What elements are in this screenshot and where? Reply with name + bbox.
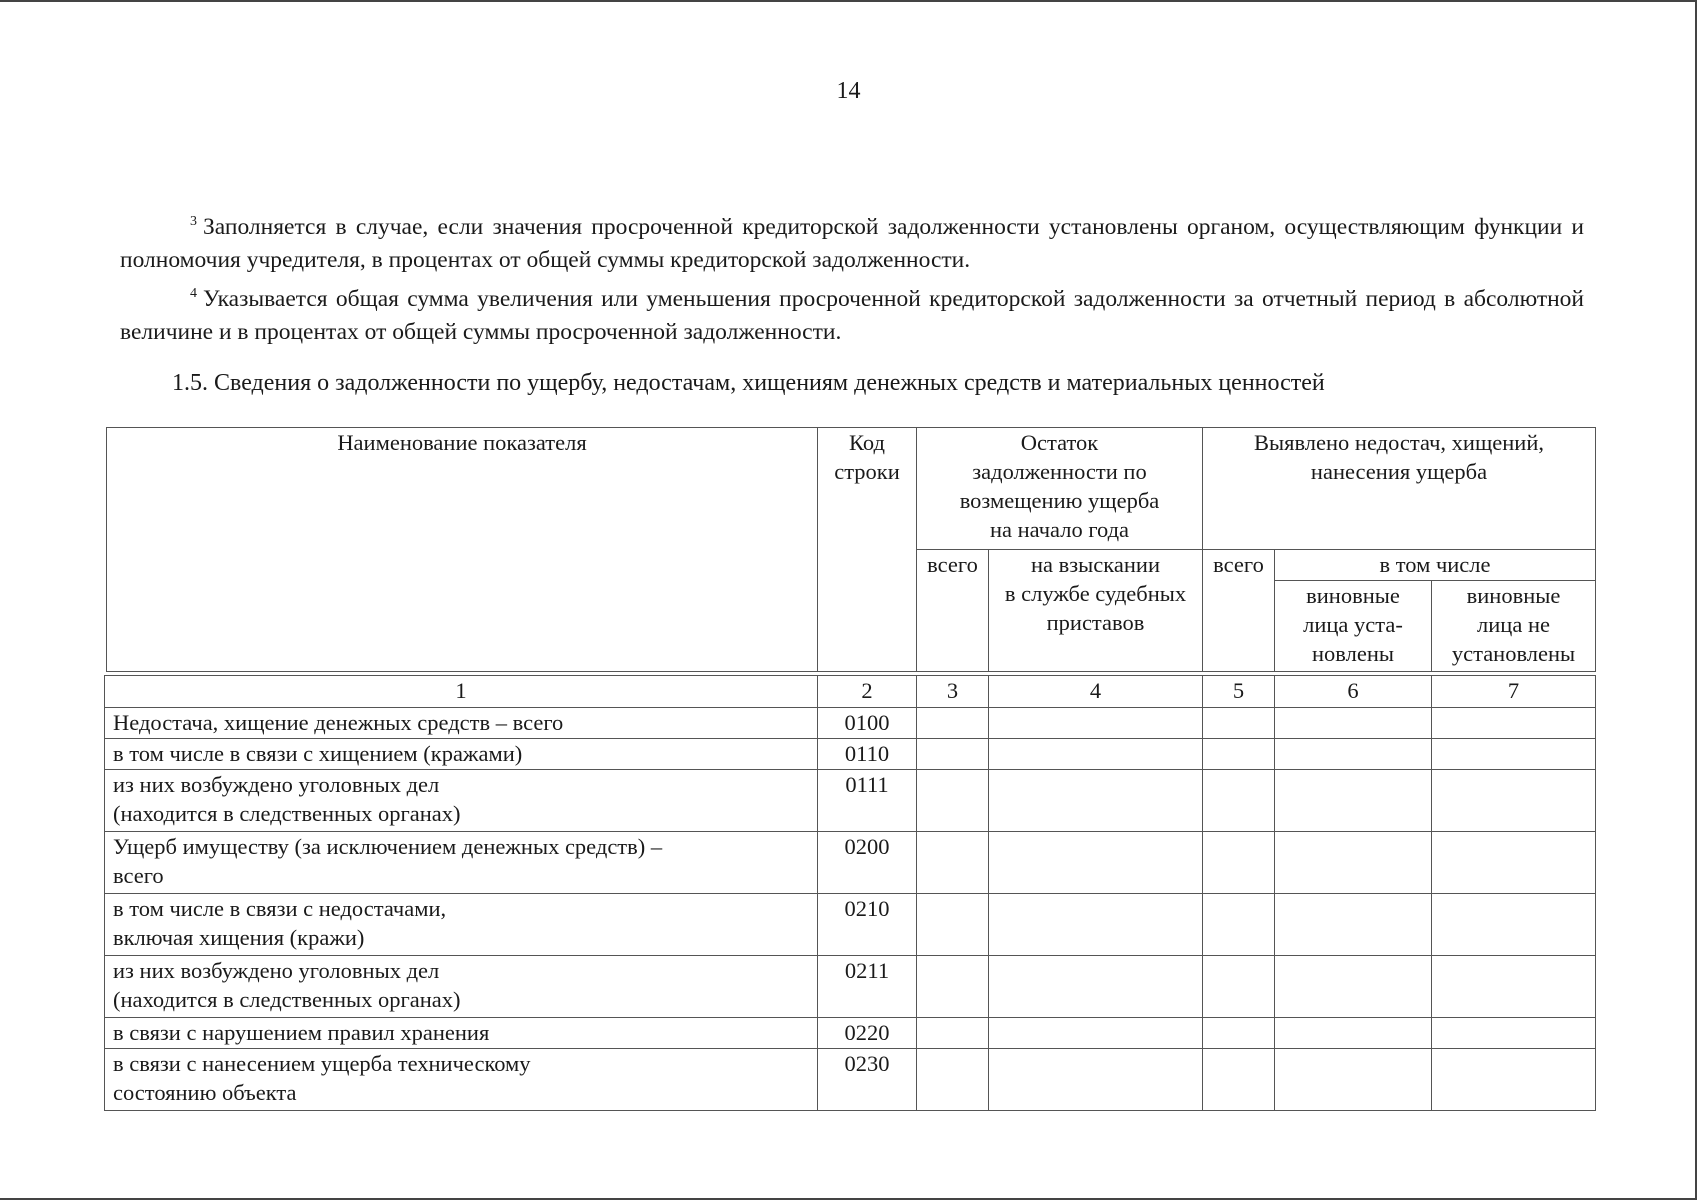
column-number: 2 [818, 676, 917, 708]
value-cell[interactable] [1203, 1049, 1275, 1111]
row-label: из них возбуждено уголовных дел (находится в следственных органах) [105, 770, 818, 832]
row-code: 0100 [818, 708, 917, 739]
value-cell[interactable] [1432, 739, 1596, 770]
value-cell[interactable] [1203, 956, 1275, 1018]
header-including: в том числе [1275, 550, 1596, 581]
value-cell[interactable] [1432, 770, 1596, 832]
table-row [105, 1049, 1596, 1111]
header-culprits-not-identified: виновные лица не установлены [1432, 581, 1596, 672]
row-code: 0110 [818, 739, 917, 770]
footnotes [120, 205, 1584, 349]
value-cell[interactable] [1203, 739, 1275, 770]
value-cell[interactable] [1275, 1018, 1432, 1049]
column-number: 4 [989, 676, 1203, 708]
footnote-text: Указывается общая сумма увеличения или уменьшения просроченной кредиторской задолженности за отчетный период в абсолютной величине и в процентах от общей суммы просроченной задолженности. [120, 286, 1584, 345]
footnote-marker: 4 [190, 286, 197, 301]
header-balance-group: Остаток задолженности по возмещению ущерба на начало года [917, 428, 1203, 550]
column-number: 3 [917, 676, 989, 708]
value-cell[interactable] [989, 1018, 1203, 1049]
value-cell[interactable] [1432, 1018, 1596, 1049]
value-cell[interactable] [989, 1049, 1203, 1111]
table-row [105, 956, 1596, 1018]
value-cell[interactable] [1275, 894, 1432, 956]
value-cell[interactable] [989, 956, 1203, 1018]
table-row [105, 708, 1596, 739]
header-row-code: Код строки [818, 428, 917, 672]
value-cell[interactable] [1203, 708, 1275, 739]
value-cell[interactable] [989, 739, 1203, 770]
column-number: 5 [1203, 676, 1275, 708]
value-cell[interactable] [1275, 832, 1432, 894]
table-body [104, 675, 1596, 1111]
table-row [105, 739, 1596, 770]
value-cell[interactable] [1432, 894, 1596, 956]
value-cell[interactable] [989, 708, 1203, 739]
row-label: в том числе в связи с недостачами, включая хищения (кражи) [105, 894, 818, 956]
footnote-text: Заполняется в случае, если значения просроченной кредиторской задолженности установлены органом, осуществляющим функции и полномочия учредителя, в процентах от общей суммы кредиторской задолженности. [120, 214, 1584, 273]
row-code: 0200 [818, 832, 917, 894]
value-cell[interactable] [917, 894, 989, 956]
row-code: 0230 [818, 1049, 917, 1111]
row-label: Ущерб имуществу (за исключением денежных средств) – всего [105, 832, 818, 894]
row-label: из них возбуждено уголовных дел (находится в следственных органах) [105, 956, 818, 1018]
column-number: 1 [105, 676, 818, 708]
row-code: 0111 [818, 770, 917, 832]
header-balance-total: всего [917, 550, 989, 672]
column-number: 7 [1432, 676, 1596, 708]
table-row [105, 1018, 1596, 1049]
value-cell[interactable] [917, 832, 989, 894]
value-cell[interactable] [917, 708, 989, 739]
value-cell[interactable] [1275, 770, 1432, 832]
value-cell[interactable] [1275, 1049, 1432, 1111]
value-cell[interactable] [1275, 739, 1432, 770]
value-cell[interactable] [989, 894, 1203, 956]
row-code: 0210 [818, 894, 917, 956]
header-indicator-name: Наименование показателя [107, 428, 818, 672]
row-label: в связи с нарушением правил хранения [105, 1018, 818, 1049]
value-cell[interactable] [1203, 770, 1275, 832]
value-cell[interactable] [1203, 832, 1275, 894]
header-detected-group: Выявлено недостач, хищений, нанесения ущерба [1203, 428, 1596, 550]
row-code: 0220 [818, 1018, 917, 1049]
footnote-3 [120, 205, 1584, 277]
value-cell[interactable] [989, 770, 1203, 832]
footnote-marker: 3 [190, 214, 197, 229]
table-header [106, 427, 1596, 672]
header-balance-bailiffs: на взыскании в службе судебных приставов [989, 550, 1203, 672]
value-cell[interactable] [917, 739, 989, 770]
value-cell[interactable] [917, 1018, 989, 1049]
value-cell[interactable] [917, 956, 989, 1018]
page-number: 14 [836, 78, 861, 104]
table-row [105, 770, 1596, 832]
row-label: Недостача, хищение денежных средств – всего [105, 708, 818, 739]
value-cell[interactable] [917, 1049, 989, 1111]
value-cell[interactable] [1203, 1018, 1275, 1049]
header-culprits-identified: виновные лица уста- новлены [1275, 581, 1432, 672]
row-label: в связи с нанесением ущерба техническому состоянию объекта [105, 1049, 818, 1111]
value-cell[interactable] [1432, 832, 1596, 894]
value-cell[interactable] [1275, 708, 1432, 739]
value-cell[interactable] [917, 770, 989, 832]
value-cell[interactable] [1275, 956, 1432, 1018]
table-row [105, 894, 1596, 956]
header-detected-total: всего [1203, 550, 1275, 672]
table-row [105, 832, 1596, 894]
value-cell[interactable] [1432, 1049, 1596, 1111]
section-title: 1.5. Сведения о задолженности по ущербу, недостачам, хищениям денежных средств и материальных ценностей [172, 370, 1325, 396]
row-label: в том числе в связи с хищением (кражами) [105, 739, 818, 770]
footnote-4 [120, 277, 1584, 349]
column-number: 6 [1275, 676, 1432, 708]
value-cell[interactable] [989, 832, 1203, 894]
value-cell[interactable] [1432, 956, 1596, 1018]
value-cell[interactable] [1432, 708, 1596, 739]
value-cell[interactable] [1203, 894, 1275, 956]
column-number-row [105, 676, 1596, 708]
row-code: 0211 [818, 956, 917, 1018]
